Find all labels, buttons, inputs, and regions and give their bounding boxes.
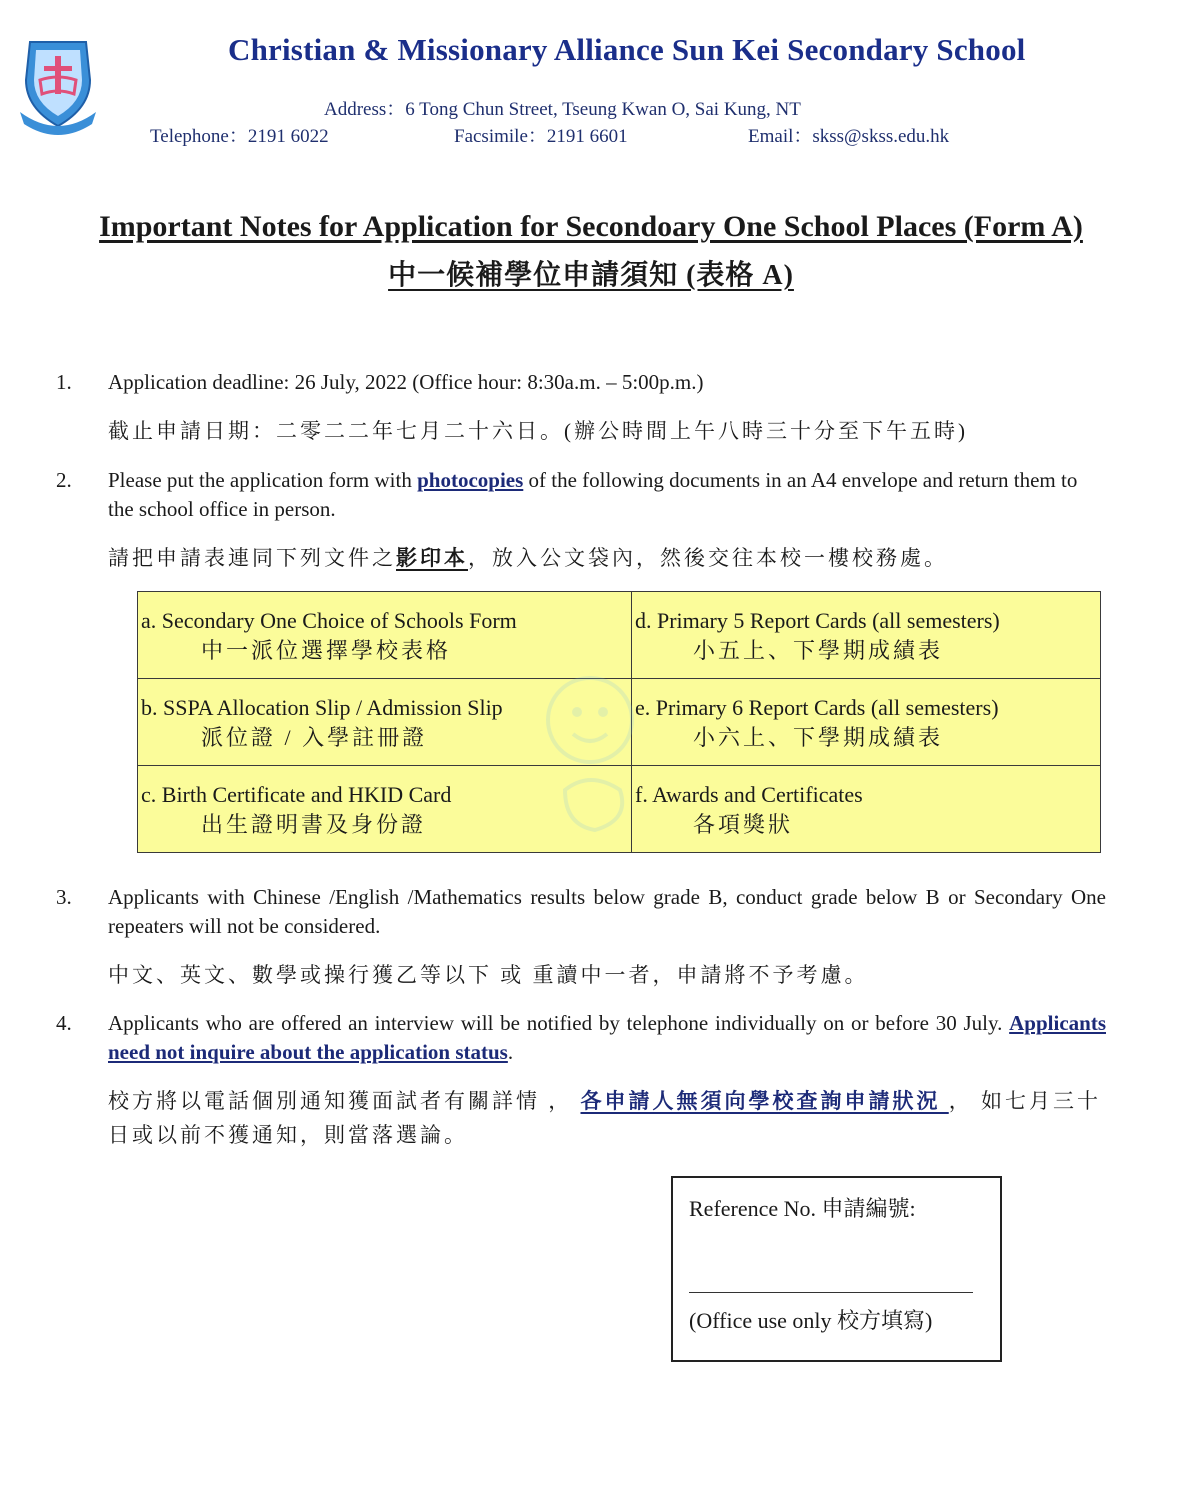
no-inquiry-emphasis: Applicants need not inquire about the application status — [108, 1011, 1106, 1064]
document-cell — [138, 592, 632, 679]
table-row — [138, 766, 1101, 853]
document-name-english: d. Primary 5 Report Cards (all semesters) — [635, 608, 1000, 633]
item-number: 4. — [56, 1011, 72, 1035]
no-inquiry-emphasis-chinese: 各申請人無須向學校查詢申請狀況 — [580, 1089, 949, 1113]
table-row — [138, 679, 1101, 766]
document-name-english: a. Secondary One Choice of Schools Form — [141, 608, 517, 633]
document-cell — [632, 592, 1101, 679]
document-name-chinese: 中一派位選擇學校表格 — [201, 638, 452, 663]
item-3-chinese: 中文、英文、數學或操行獲乙等以下 或 重讀中一者，申請將不予考慮。 — [108, 963, 869, 987]
item-4-english-text-end: . — [507, 1040, 514, 1064]
document-cell — [138, 679, 632, 766]
item-4-english-text: Applicants who are offered an interview will be notified by telephone individually on or before 30 July. — [108, 1011, 1010, 1035]
document-name-chinese: 小五上、下學期成績表 — [693, 638, 944, 663]
school-email: Email：skss@skss.edu.hk — [748, 126, 950, 147]
reference-number-box — [671, 1176, 1002, 1362]
document-name-chinese: 派位證 / 入學註冊證 — [201, 725, 428, 750]
document-cell — [632, 766, 1101, 853]
item-2-english-text-end: of the following documents in an A4 envelope and return them to the school office in person. — [108, 468, 1078, 521]
document-name-chinese: 各項獎狀 — [693, 812, 794, 837]
document-cell — [632, 679, 1101, 766]
item-2-english — [108, 466, 1106, 524]
table-row — [138, 592, 1101, 679]
document-name-english: f. Awards and Certificates — [635, 782, 863, 807]
item-1-chinese: 截止申請日期：二零二二年七月二十六日。(辦公時間上午八時三十分至下午五時) — [108, 419, 968, 443]
item-4-chinese-text-end: ， 如七月三十日或以前不獲通知，則當落選論。 — [108, 1089, 1101, 1147]
item-2-chinese-text: 請把申請表連同下列文件之 — [108, 546, 396, 570]
photocopies-emphasis: photocopies — [417, 468, 524, 492]
office-use-note: (Office use only 校方填寫) — [689, 1308, 933, 1333]
item-number: 3. — [56, 885, 72, 909]
item-2-chinese — [108, 541, 1108, 575]
photocopies-emphasis-chinese: 影印本 — [396, 546, 468, 570]
item-4-chinese — [108, 1084, 1104, 1152]
reference-number-label: Reference No. 申請編號: — [689, 1196, 916, 1221]
item-2-english-text: Please put the application form with — [108, 468, 418, 492]
item-2-chinese-text-end: ，放入公文袋內，然後交往本校一樓校務處。 — [468, 546, 948, 570]
item-3-english: Applicants with Chinese /English /Mathematics results below grade B, conduct grade below B or Secondary One repeaters will not be considered. — [108, 885, 1106, 938]
school-logo — [18, 30, 98, 140]
school-telephone: Telephone：2191 6022 — [150, 126, 329, 147]
document-name-english: b. SSPA Allocation Slip / Admission Slip — [141, 695, 503, 720]
document-cell — [138, 766, 632, 853]
document-name-english: e. Primary 6 Report Cards (all semesters) — [635, 695, 999, 720]
document-name-chinese: 出生證明書及身份證 — [201, 812, 427, 837]
logo-lettering: SKSS — [38, 30, 71, 40]
required-documents-table — [137, 591, 1101, 853]
school-address: Address：6 Tong Chun Street, Tseung Kwan O, Sai Kung, NT — [324, 99, 801, 120]
item-number: 1. — [56, 370, 72, 394]
document-name-english: c. Birth Certificate and HKID Card — [141, 782, 452, 807]
reference-number-blank[interactable] — [689, 1292, 973, 1293]
item-4-chinese-text: 校方將以電話個別通知獲面試者有關詳情 ， — [108, 1089, 581, 1113]
school-name: Christian & Missionary Alliance Sun Kei Secondary School — [228, 32, 1026, 67]
item-number: 2. — [56, 468, 72, 492]
document-title-english: Important Notes for Application for Secondoary One School Places (Form A) — [99, 210, 1083, 243]
item-1-english: Application deadline: 26 July, 2022 (Office hour: 8:30a.m. – 5:00p.m.) — [108, 370, 704, 394]
document-title-chinese: 中一候補學位申請須知 (表格 A) — [388, 260, 794, 291]
document-name-chinese: 小六上、下學期成績表 — [693, 725, 944, 750]
item-4-english — [108, 1009, 1106, 1067]
school-facsimile: Facsimile：2191 6601 — [454, 126, 628, 147]
